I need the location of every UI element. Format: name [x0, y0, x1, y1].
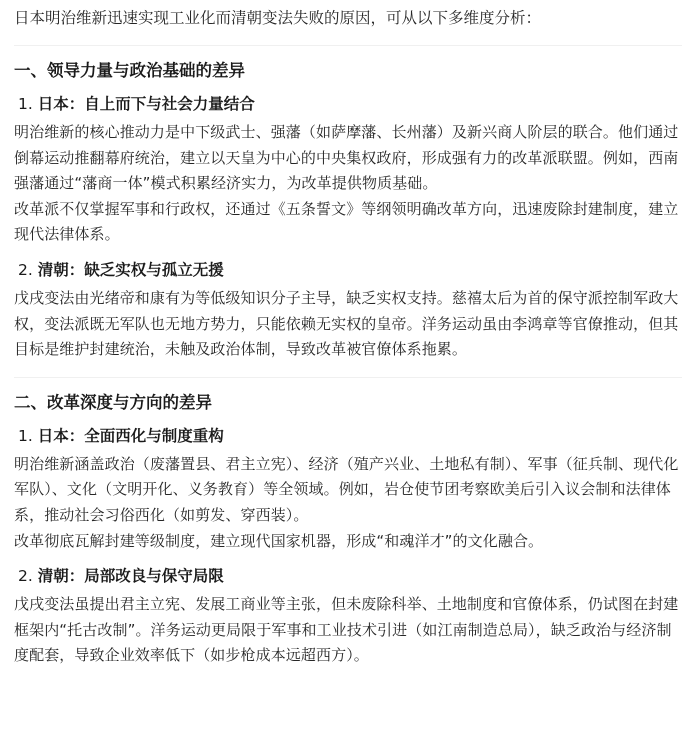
list-number: 2.	[18, 260, 33, 279]
section-title: 二、改革深度与方向的差异	[14, 392, 212, 412]
subsection-heading	[18, 258, 682, 283]
paragraph: 改革派不仅掌握军事和行政权，还通过《五条誓文》等纲领明确改革方向，迅速废除封建制度，建立现代法律体系。	[14, 199, 679, 244]
section-reform-depth	[14, 390, 682, 669]
subsection-qing-leadership	[14, 258, 682, 363]
list-number: 1.	[18, 426, 33, 445]
subsection-qing-reform	[14, 564, 682, 669]
subsection-heading	[18, 92, 682, 117]
list-number: 1.	[18, 95, 33, 113]
section-divider	[14, 45, 682, 46]
subsection-heading	[18, 424, 682, 449]
subsection-heading	[18, 564, 682, 589]
paragraph: 戊戌变法虽提出君主立宪、发展工商业等主张，但未废除科举、土地制度和官僚体系，仍试图在封建框架内“托古改制”。洋务运动更局限于军事和工业技术引进（如江南制造总局），缺乏政治与经济制度配套，导致企业效率低下（如步枪成本远超西方）。	[14, 595, 679, 665]
paragraph: 改革彻底瓦解封建等级制度，建立现代国家机器，形成“和魂洋才”的文化融合。	[14, 531, 544, 550]
paragraph: 明治维新涵盖政治（废藩置县、君主立宪）、经济（殖产兴业、土地私有制）、军事（征兵制、现代化军队）、文化（文明开化、义务教育）等全领域。例如，岩仓使节团考察欧美后引入议会制和法律体系，推动社会习俗西化（如剪发、穿西装）。	[14, 454, 679, 524]
section-leadership	[14, 58, 682, 363]
section-title: 一、领导力量与政治基础的差异	[14, 61, 245, 80]
section-divider	[14, 377, 682, 378]
paragraph: 明治维新的核心推动力是中下级武士、强藩（如萨摩藩、长州藩）及新兴商人阶层的联合。他们通过倒幕运动推翻幕府统治，建立以天皇为中心的中央集权政府，形成强有力的改革派联盟。例如，西南强藩通过“藩商一体”模式积累经济实力，为改革提供物质基础。	[14, 123, 679, 193]
paragraph: 戊戌变法由光绪帝和康有为等低级知识分子主导，缺乏实权支持。慈禧太后为首的保守派控制军政大权，变法派既无军队也无地方势力，只能依赖无实权的皇帝。洋务运动虽由李鸿章等官僚推动，但其目标是维护封建统治，未触及政治体制，导致改革被官僚体系拖累。	[14, 288, 679, 359]
list-number: 2.	[18, 567, 33, 586]
subsection-title: 清朝：缺乏实权与孤立无援	[37, 260, 224, 279]
intro-text: 日本明治维新迅速实现工业化而清朝变法失败的原因，可从以下多维度分析：	[14, 9, 542, 27]
subsection-japan-leadership	[14, 92, 682, 248]
subsection-title: 日本：自上而下与社会力量结合	[37, 95, 255, 113]
subsection-japan-reform	[14, 424, 682, 554]
subsection-title: 日本：全面西化与制度重构	[37, 426, 224, 445]
subsection-title: 清朝：局部改良与保守局限	[37, 567, 224, 586]
